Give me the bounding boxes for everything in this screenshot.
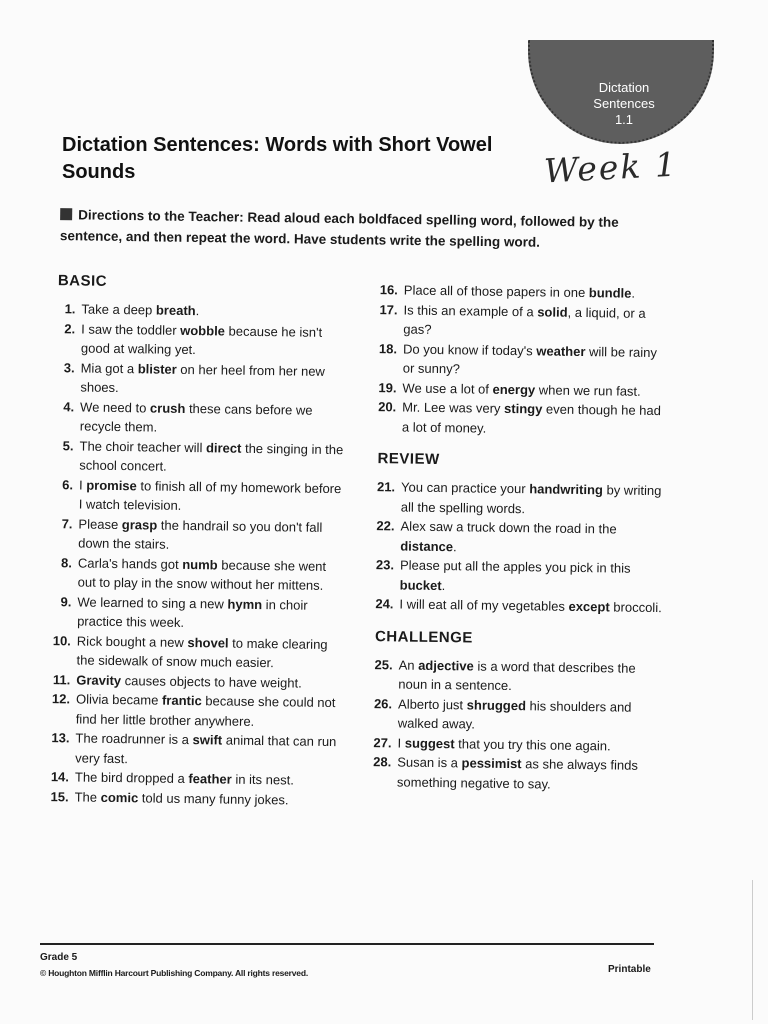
- spelling-word: bucket: [399, 576, 442, 593]
- sentence-text: Please put all the apples you pick in this: [399, 557, 631, 576]
- sentence-text: .: [441, 577, 446, 593]
- spelling-word: shrugged: [466, 696, 527, 713]
- scan-edge-line: [752, 880, 753, 1020]
- spelling-word: feather: [188, 771, 232, 787]
- item-number: 16.: [379, 282, 398, 298]
- badge-line-2: Sentences: [593, 96, 655, 111]
- sentence-item: [44, 357, 345, 400]
- badge-line-1: Dictation: [598, 80, 650, 95]
- spelling-word: grasp: [121, 516, 158, 533]
- item-number: 11.: [52, 671, 71, 687]
- sentence-item: [364, 516, 665, 559]
- sentence-text: to finish all of my homework before I watch television.: [78, 477, 342, 513]
- item-number: 9.: [60, 593, 72, 609]
- spelling-word: numb: [182, 556, 218, 572]
- sentence-text: I: [78, 476, 87, 493]
- sentence-item: [39, 786, 339, 810]
- directions-text: Directions to the Teacher: Read aloud each boldfaced spelling word, followed by the sentence, and then repeat the word. Have students write the spelling word.: [59, 207, 619, 250]
- directions-icon: [60, 208, 72, 220]
- left-column: [39, 272, 346, 810]
- sentence-text: will be rainy or sunny?: [402, 343, 658, 377]
- sentence-item: [363, 594, 663, 618]
- badge-line-3: 1.1: [614, 112, 634, 127]
- sentence-item: [41, 591, 342, 634]
- item-number: 21.: [376, 479, 396, 495]
- sentence-text: because she went out to play in the snow without her mittens.: [77, 556, 327, 593]
- page-title: Dictation Sentences: Words with Short Vowel Sounds: [62, 134, 493, 183]
- item-number: 8.: [61, 554, 73, 570]
- sentence-text: that you try this one again.: [454, 735, 611, 753]
- footer-divider: [40, 943, 654, 945]
- sentence-text: The roadrunner is a: [75, 730, 193, 748]
- spelling-word: stingy: [503, 400, 543, 417]
- sentence-text: broccoli.: [609, 599, 662, 616]
- spelling-word: hymn: [227, 596, 263, 612]
- sentence-text: the handrail so you don't fall down the stairs.: [78, 517, 323, 552]
- sentence-text: Please: [78, 515, 122, 532]
- sentence-text: by writing all the spelling words.: [400, 482, 662, 516]
- sentence-text: Take a deep: [81, 301, 157, 318]
- item-number: 15.: [50, 788, 69, 804]
- sentence-text: the singing in the school concert.: [79, 440, 344, 474]
- sentence-text: Carla's hands got: [77, 554, 183, 572]
- challenge-list: [361, 654, 663, 795]
- sentence-item: [365, 477, 666, 520]
- spelling-word: weather: [536, 342, 586, 359]
- sentence-text: Susan is a: [397, 754, 462, 771]
- sentence-text: because she could not find her little brother anywhere.: [75, 693, 336, 729]
- sentence-text: in choir practice this week.: [77, 596, 308, 630]
- sentence-text: .: [195, 303, 200, 319]
- sentence-item: [362, 693, 663, 736]
- spelling-word: suggest: [404, 735, 455, 751]
- item-number: 17.: [379, 301, 398, 317]
- item-number: 14.: [50, 769, 70, 785]
- footer-printable: Printable: [608, 964, 651, 975]
- sentence-item: [367, 299, 668, 342]
- spelling-word: handwriting: [529, 481, 604, 498]
- spelling-word: Gravity: [76, 671, 122, 688]
- item-number: 7.: [61, 515, 73, 531]
- spelling-word: wobble: [180, 322, 226, 339]
- item-number: 12.: [51, 691, 71, 707]
- teacher-directions: [60, 204, 621, 254]
- sentence-text: I saw the toddler: [81, 320, 181, 338]
- item-number: 25.: [374, 656, 393, 672]
- sentence-text: these cans before we recycle them.: [79, 400, 313, 435]
- item-number: 2.: [64, 320, 76, 336]
- item-number: 13.: [51, 730, 70, 746]
- item-number: 27.: [373, 734, 392, 750]
- sentence-item: [40, 689, 341, 732]
- item-number: 4.: [63, 398, 75, 414]
- spelling-word: except: [568, 598, 610, 615]
- item-number: 10.: [52, 632, 71, 648]
- basic-list-continued: [366, 280, 668, 440]
- sentence-text: as she always finds something negative to say.: [396, 756, 639, 792]
- sentence-item: [39, 728, 340, 771]
- sentence-item: [362, 654, 663, 697]
- sentence-item: [367, 338, 668, 381]
- sentence-text: even though he had a lot of money.: [401, 401, 662, 436]
- item-number: 28.: [373, 754, 392, 770]
- sentence-item: [44, 396, 345, 439]
- sentence-item: [42, 552, 343, 595]
- item-number: 18.: [378, 340, 398, 356]
- item-number: 6.: [62, 476, 74, 492]
- sentence-text: Is this an example of a: [403, 302, 538, 319]
- sentence-text: to make clearing the sidewalk of snow much easier.: [76, 635, 328, 671]
- spelling-word: swift: [192, 732, 223, 748]
- handwritten-week-note: Week 1: [543, 144, 679, 191]
- spelling-word: distance: [400, 537, 454, 554]
- sentence-text: his shoulders and walked away.: [397, 697, 632, 732]
- sentence-text: Olivia became: [75, 691, 163, 708]
- sentence-text: Mia got a: [80, 359, 138, 376]
- spelling-word: promise: [86, 477, 137, 493]
- sentence-text: Rick bought a new: [76, 632, 188, 650]
- sentence-text: when we run fast.: [535, 381, 641, 399]
- badge-text: [574, 80, 674, 128]
- sentence-text: An: [398, 656, 419, 673]
- sentence-text: I will eat all of my vegetables: [399, 596, 569, 614]
- sentence-text: Mr. Lee was very: [402, 399, 505, 416]
- spelling-word: shovel: [187, 634, 229, 651]
- sentence-text: causes objects to have weight.: [121, 672, 302, 691]
- spelling-word: energy: [492, 381, 536, 397]
- sentence-text: animal that can run very fast.: [75, 732, 337, 766]
- item-number: 3.: [63, 359, 75, 375]
- sentence-text: in its nest.: [231, 771, 295, 788]
- item-number: 1.: [64, 301, 76, 317]
- sentence-text: on her heel from her new shoes.: [80, 361, 326, 396]
- spelling-word: solid: [537, 303, 568, 320]
- sentence-text: We use a lot of: [402, 379, 493, 397]
- sentence-text: .: [631, 285, 636, 301]
- sentence-text: .: [452, 538, 457, 554]
- item-number: 23.: [375, 557, 395, 573]
- sentence-text: Place all of those papers in one: [403, 282, 589, 301]
- sentence-text: The: [74, 788, 101, 805]
- sentence-item: [43, 435, 344, 478]
- sentence-item: [40, 630, 341, 673]
- sentence-item: [43, 474, 344, 517]
- footer-copyright: © Houghton Mifflin Harcourt Publishing Company. All rights reserved.: [40, 968, 308, 978]
- sentence-text: The bird dropped a: [74, 769, 189, 787]
- sentence-text: We need to: [80, 398, 151, 415]
- section-heading-basic: BASIC: [57, 272, 108, 290]
- basic-list: [39, 299, 346, 810]
- spelling-word: breath: [155, 302, 196, 319]
- sentence-text: Alberto just: [397, 695, 467, 712]
- footer-grade: Grade 5: [40, 952, 78, 963]
- section-heading-challenge: CHALLENGE: [374, 627, 473, 646]
- sentence-text: Do you know if today's: [402, 340, 537, 358]
- sentence-text: is a word that describes the noun in a sentence.: [398, 658, 636, 694]
- sentence-item: [364, 555, 665, 598]
- sentence-text: told us many funny jokes.: [138, 789, 289, 807]
- sentence-text: because he isn't good at walking yet.: [80, 323, 323, 358]
- sentence-item: [45, 318, 346, 361]
- sentence-text: I: [397, 734, 405, 751]
- spelling-word: comic: [100, 789, 139, 805]
- sentence-item: [366, 397, 667, 440]
- item-number: 26.: [373, 695, 393, 711]
- review-list: [363, 477, 665, 618]
- spelling-word: pessimist: [461, 755, 522, 772]
- sentence-text: The choir teacher will: [79, 437, 207, 455]
- spelling-word: crush: [149, 399, 186, 416]
- sentence-text: You can practice your: [401, 479, 530, 497]
- sentence-item: [361, 752, 662, 795]
- spelling-word: bundle: [588, 285, 632, 301]
- right-column: [361, 280, 668, 795]
- sentence-text: We learned to sing a new: [77, 593, 228, 612]
- spelling-word: blister: [137, 360, 177, 377]
- spelling-word: direct: [205, 439, 242, 456]
- spelling-word: frantic: [161, 692, 202, 709]
- item-number: 5.: [62, 437, 74, 453]
- item-number: 22.: [376, 518, 395, 534]
- spelling-word: adjective: [418, 657, 474, 674]
- item-number: 20.: [378, 399, 397, 415]
- item-number: 19.: [378, 379, 397, 395]
- sentence-item: [42, 513, 343, 556]
- sentence-text: Alex saw a truck down the road in the: [400, 518, 617, 537]
- sentence-text: , a liquid, or a gas?: [403, 304, 646, 337]
- section-heading-review: REVIEW: [377, 450, 440, 469]
- item-number: 24.: [375, 596, 394, 612]
